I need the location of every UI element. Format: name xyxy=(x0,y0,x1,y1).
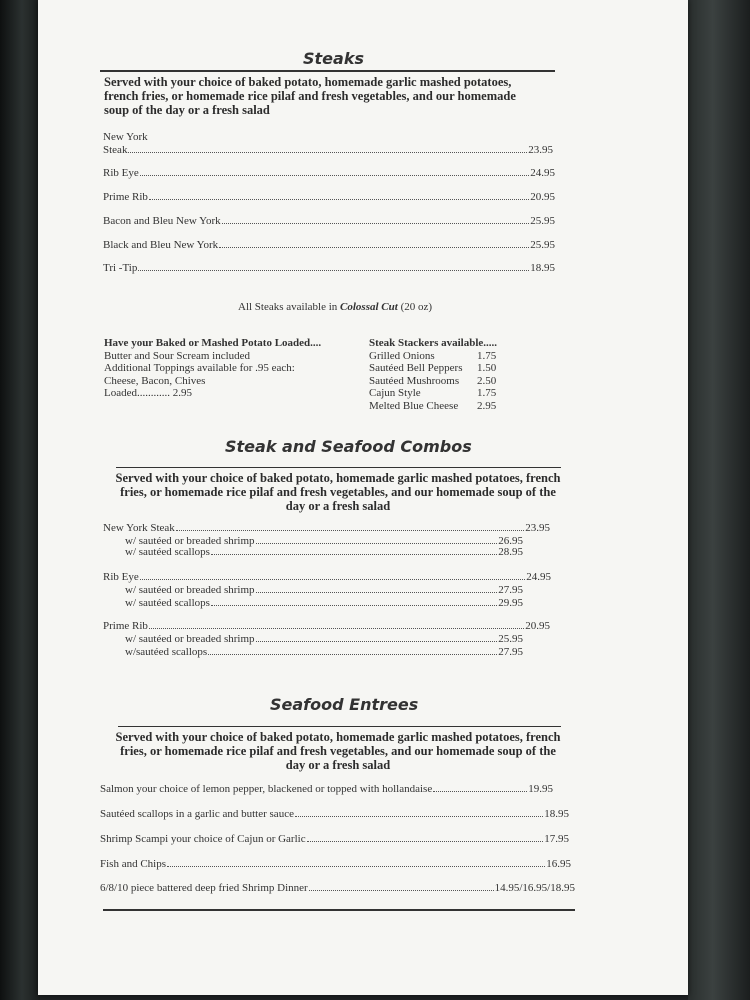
combo-item: w/sautéed scallops 27.95 xyxy=(125,646,523,658)
loaded-potato-line: Additional Toppings available for .95 each: xyxy=(104,362,295,374)
combo-item: Rib Eye 24.95 xyxy=(103,571,551,583)
colossal-cut-note: All Steaks available in Colossal Cut (20 oz) xyxy=(238,301,433,313)
loaded-potato-price: Loaded............ 2.95 xyxy=(104,387,192,399)
loaded-potato-line: Butter and Sour Scream included xyxy=(104,349,251,362)
combo-item: w/ sautéed scallops 28.95 xyxy=(125,546,523,558)
combos-title: Steak and Seafood Combos xyxy=(225,437,472,456)
combo-item: New York Steak 23.95 xyxy=(103,522,550,534)
combos-rule xyxy=(116,467,561,468)
seafood-item: Sautéed scallops in a garlic and butter sauce 18.95 xyxy=(100,808,569,820)
combo-item: w/ sautéed or breaded shrimp 26.95 xyxy=(125,535,523,547)
binder-left-edge xyxy=(0,0,40,1000)
combo-item: w/ sautéed or breaded shrimp 25.95 xyxy=(125,633,523,645)
stacker-item: Sautéed Bell Peppers 1.50 xyxy=(369,362,497,374)
binder-right-edge xyxy=(688,0,750,1000)
seafood-item: 6/8/10 piece battered deep fried Shrimp Dinner 14.95/16.95/18.95 xyxy=(100,882,575,894)
steak-item: Prime Rib 20.95 xyxy=(103,191,555,203)
stacker-item: Cajun Style 1.75 xyxy=(369,387,497,399)
steaks-rule xyxy=(100,70,555,72)
combo-item: Prime Rib 20.95 xyxy=(103,620,550,632)
steak-item: Bacon and Bleu New York 25.95 xyxy=(103,215,555,227)
combo-item: w/ sautéed or breaded shrimp 27.95 xyxy=(125,584,523,596)
steak-item-pre-label: New York xyxy=(103,131,148,143)
seafood-item: Fish and Chips 16.95 xyxy=(100,858,571,870)
seafood-title: Seafood Entrees xyxy=(270,695,419,714)
seafood-item: Salmon your choice of lemon pepper, blackened or topped with hollandaise 19.95 xyxy=(100,783,553,795)
stacker-item: Melted Blue Cheese 2.95 xyxy=(369,399,497,412)
steaks-title: Steaks xyxy=(303,49,364,68)
steak-stackers-block xyxy=(369,337,549,412)
steak-item: Steak 23.95 xyxy=(103,144,553,156)
seafood-rule xyxy=(118,726,561,727)
steak-item: Black and Bleu New York 25.95 xyxy=(103,239,555,251)
loaded-potato-heading: Have your Baked or Mashed Potato Loaded.... xyxy=(104,337,322,349)
steak-stackers-heading: Steak Stackers available..... xyxy=(369,337,498,349)
seafood-item: Shrimp Scampi your choice of Cajun or Garlic 17.95 xyxy=(100,833,569,845)
menu-page xyxy=(38,0,688,995)
steak-item: Tri -Tip 18.95 xyxy=(103,262,555,274)
seafood-served-note: Served with your choice of baked potato, homemade garlic mashed potatoes, french fries, or homemade rice pilaf and fresh vegetables, and our homemade soup of the day or a fresh salad xyxy=(115,730,561,772)
bottom-rule xyxy=(103,909,575,911)
stacker-item: Grilled Onions 1.75 xyxy=(369,349,497,362)
loaded-potato-line: Cheese, Bacon, Chives xyxy=(104,374,206,387)
loaded-potato-block xyxy=(104,337,364,400)
steak-item: Rib Eye 24.95 xyxy=(103,167,555,179)
combos-served-note: Served with your choice of baked potato, homemade garlic mashed potatoes, french fries, or homemade rice pilaf and fresh vegetables, and our homemade soup of the day or a fresh salad xyxy=(115,471,561,513)
steaks-served-note: Served with your choice of baked potato, homemade garlic mashed potatoes, french fries, or homemade rice pilaf and fresh vegetables, and our homemade soup of the day or a fresh salad xyxy=(104,75,516,117)
stacker-item: Sautéed Mushrooms 2.50 xyxy=(369,374,497,387)
combo-item: w/ sautéed scallops 29.95 xyxy=(125,597,523,609)
